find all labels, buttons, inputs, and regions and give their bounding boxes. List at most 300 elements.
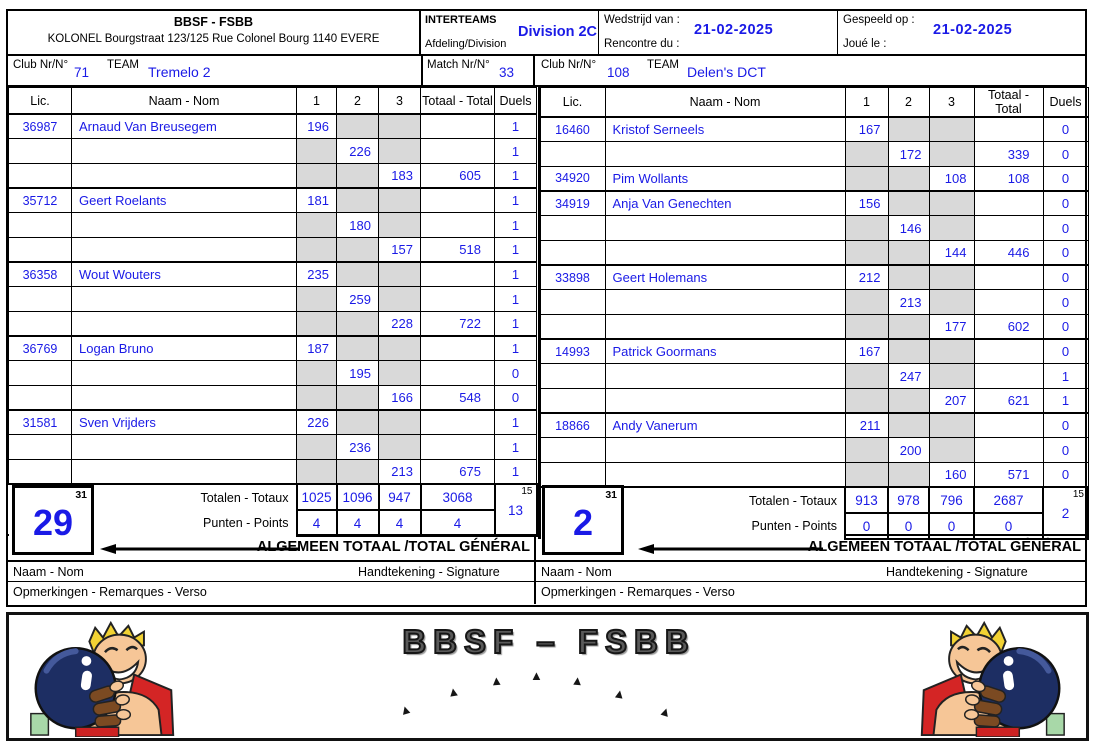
away-duels-max: 15 <box>1072 489 1084 501</box>
game-1-cell <box>297 287 337 312</box>
federation-logo-text: BBSF – FSBB <box>402 623 696 660</box>
duels-cell: 1 <box>495 163 537 188</box>
home-grand-total-value: 29 <box>32 502 74 543</box>
left-arrow-icon <box>638 544 823 554</box>
game-3-cell <box>929 142 974 167</box>
game-2-cell <box>337 460 379 485</box>
game-3-cell <box>929 117 974 142</box>
away-table-header <box>539 88 1088 118</box>
series-total-cell: 339 <box>974 142 1043 167</box>
license-cell <box>9 163 72 188</box>
game-1-cell: 235 <box>297 262 337 287</box>
game-3-cell <box>929 290 974 315</box>
game-2-cell <box>888 240 929 265</box>
game-3-cell: 183 <box>379 163 421 188</box>
player-row <box>539 339 1088 364</box>
player-row <box>9 386 537 411</box>
home-team-label: TEAM <box>107 59 139 71</box>
duels-cell: 1 <box>1043 389 1088 414</box>
game-2-cell <box>888 117 929 142</box>
player-name-cell: Pim Wollants <box>605 166 845 191</box>
away-grand-total-max: 31 <box>605 489 617 501</box>
game-1-cell <box>845 216 888 241</box>
game-2-cell <box>337 262 379 287</box>
series-total-cell: 722 <box>421 312 495 337</box>
signature-band <box>8 560 1085 582</box>
license-cell <box>9 213 72 238</box>
series-total-cell <box>974 438 1043 463</box>
player-row <box>9 114 537 139</box>
duels-cell: 1 <box>495 114 537 139</box>
duels-cell: 0 <box>1043 191 1088 216</box>
player-name-cell <box>72 287 297 312</box>
player-name-cell <box>72 361 297 386</box>
game-1-cell <box>845 166 888 191</box>
series-total-cell <box>974 290 1043 315</box>
player-row <box>9 237 537 262</box>
game-1-cell: 156 <box>845 191 888 216</box>
logo-band <box>6 612 1089 741</box>
game-1-cell <box>297 312 337 337</box>
duels-cell: 0 <box>495 361 537 386</box>
player-name-cell <box>72 460 297 485</box>
remarks-label: Opmerkingen - Remarques - Verso <box>13 585 207 599</box>
general-total-label: ALGEMEEN TOTAAL /TOTAL GÉNÉRAL <box>256 539 530 555</box>
game-2-cell <box>337 114 379 139</box>
player-row <box>539 463 1088 488</box>
series-total-cell: 108 <box>974 166 1043 191</box>
home-points-g1: 4 <box>297 510 337 536</box>
player-name-cell: Patrick Goormans <box>605 339 845 364</box>
duels-cell: 1 <box>495 460 537 485</box>
license-cell <box>539 142 605 167</box>
player-row <box>9 213 537 238</box>
license-cell <box>539 240 605 265</box>
game-1-cell <box>297 361 337 386</box>
series-total-cell <box>421 114 495 139</box>
played-date-cell <box>838 11 1085 54</box>
player-row <box>539 142 1088 167</box>
license-cell: 36769 <box>9 336 72 361</box>
series-total-cell <box>421 361 495 386</box>
game-3-cell: 166 <box>379 386 421 411</box>
series-total-cell <box>421 188 495 213</box>
player-name-cell <box>605 364 845 389</box>
player-row <box>539 438 1088 463</box>
home-totals-label: Totalen - Totaux <box>9 484 297 510</box>
game-3-cell: 228 <box>379 312 421 337</box>
bowling-pin-icon: ▲ <box>397 700 414 719</box>
home-points-label: Punten - Points <box>9 510 297 536</box>
game-1-cell <box>845 290 888 315</box>
away-points-g2: 0 <box>888 513 929 539</box>
home-points-series: 4 <box>421 510 495 536</box>
player-name-cell: Wout Wouters <box>72 262 297 287</box>
player-row <box>539 265 1088 290</box>
match-date-cell <box>599 11 838 54</box>
license-cell <box>539 438 605 463</box>
player-row <box>9 361 537 386</box>
home-points-g2: 4 <box>337 510 379 536</box>
bowling-pin-icon: ▲ <box>657 702 674 721</box>
license-cell: 36358 <box>9 262 72 287</box>
home-club-cell <box>8 56 421 85</box>
player-name-cell <box>605 438 845 463</box>
player-row <box>539 117 1088 142</box>
organisation-cell <box>8 11 421 54</box>
series-total-cell <box>974 413 1043 438</box>
played-date-label-fr: Joué le : <box>843 38 887 50</box>
series-total-cell: 675 <box>421 460 495 485</box>
license-cell <box>539 389 605 414</box>
away-points-g3: 0 <box>929 513 974 539</box>
series-total-cell: 548 <box>421 386 495 411</box>
series-total-cell <box>974 265 1043 290</box>
game-1-cell <box>845 315 888 340</box>
player-row <box>9 163 537 188</box>
game-1-cell: 181 <box>297 188 337 213</box>
score-tables <box>8 87 1085 534</box>
game-2-cell <box>888 166 929 191</box>
name-label: Naam - Nom <box>541 565 612 579</box>
game-1-cell <box>845 142 888 167</box>
match-date-label-nl: Wedstrijd van : <box>604 14 680 26</box>
player-name-cell <box>605 389 845 414</box>
duels-cell: 0 <box>495 386 537 411</box>
player-name-cell: Kristof Serneels <box>605 117 845 142</box>
player-row <box>539 413 1088 438</box>
player-name-cell <box>605 216 845 241</box>
game-3-cell: 108 <box>929 166 974 191</box>
game-2-cell <box>888 413 929 438</box>
series-total-cell <box>421 336 495 361</box>
col-total: Totaal - Total <box>421 88 495 115</box>
player-name-cell: Andy Vanerum <box>605 413 845 438</box>
series-total-cell <box>974 364 1043 389</box>
away-points-g1: 0 <box>845 513 888 539</box>
game-1-cell: 212 <box>845 265 888 290</box>
home-grand-total-box <box>12 485 94 555</box>
duels-cell: 0 <box>1043 290 1088 315</box>
game-3-cell <box>379 410 421 435</box>
org-address: KOLONEL Bourgstraat 123/125 Rue Colonel Bourg 1140 EVERE <box>47 33 380 45</box>
game-3-cell <box>379 287 421 312</box>
away-totals-label: Totalen - Totaux <box>539 487 845 513</box>
game-3-cell <box>379 139 421 164</box>
player-row <box>539 191 1088 216</box>
game-3-cell <box>379 361 421 386</box>
away-duels-total-cell <box>1043 487 1088 539</box>
game-1-cell <box>297 213 337 238</box>
bowling-pin-icon: ▲ <box>530 668 543 683</box>
game-2-cell <box>888 265 929 290</box>
license-cell: 35712 <box>9 188 72 213</box>
bowler-mascot-right-image <box>912 620 1072 737</box>
name-label: Naam - Nom <box>13 565 84 579</box>
played-date-label-nl: Gespeeld op : <box>843 14 915 26</box>
series-total-cell <box>974 117 1043 142</box>
home-total-series: 3068 <box>421 484 495 510</box>
home-club-label: Club Nr/N° <box>13 59 69 71</box>
player-row <box>9 460 537 485</box>
game-3-cell <box>379 336 421 361</box>
score-form <box>6 9 1087 607</box>
series-total-cell: 518 <box>421 237 495 262</box>
bowling-pin-icon: ▲ <box>611 684 628 703</box>
away-grand-total-value: 2 <box>572 502 594 543</box>
home-points-g3: 4 <box>379 510 421 536</box>
duels-cell: 1 <box>495 336 537 361</box>
away-score-table <box>538 87 1090 540</box>
game-2-cell <box>888 339 929 364</box>
player-row <box>9 336 537 361</box>
general-total-label: ALGEMEEN TOTAAL /TOTAL GÉNÉRAL <box>807 539 1081 555</box>
away-total-g1: 913 <box>845 487 888 513</box>
col-total: Totaal - Total <box>974 88 1043 118</box>
duels-cell: 1 <box>495 213 537 238</box>
player-name-cell: Sven Vrijders <box>72 410 297 435</box>
home-remarks-area <box>8 582 536 604</box>
player-row <box>539 364 1088 389</box>
game-1-cell <box>297 139 337 164</box>
series-total-cell <box>974 191 1043 216</box>
license-cell <box>9 237 72 262</box>
player-row <box>9 410 537 435</box>
duels-cell: 1 <box>495 287 537 312</box>
away-total-series: 2687 <box>974 487 1043 513</box>
player-name-cell <box>605 290 845 315</box>
away-total-g3: 796 <box>929 487 974 513</box>
game-1-cell: 167 <box>845 117 888 142</box>
col-game1: 1 <box>297 88 337 115</box>
player-name-cell <box>72 435 297 460</box>
game-1-cell: 187 <box>297 336 337 361</box>
license-cell <box>9 435 72 460</box>
away-remarks-area <box>536 582 1085 604</box>
division-label: Afdeling/Division <box>425 38 507 50</box>
game-2-cell: 172 <box>888 142 929 167</box>
remarks-label: Opmerkingen - Remarques - Verso <box>541 585 735 599</box>
match-number-value: 33 <box>499 65 515 80</box>
game-1-cell <box>297 435 337 460</box>
duels-cell: 1 <box>495 262 537 287</box>
player-row <box>539 166 1088 191</box>
game-2-cell <box>337 410 379 435</box>
series-total-cell: 446 <box>974 240 1043 265</box>
game-3-cell <box>929 191 974 216</box>
bowling-pin-icon: ▲ <box>570 672 585 689</box>
bowling-pin-icon: ▲ <box>489 672 504 689</box>
player-row <box>539 389 1088 414</box>
license-cell: 31581 <box>9 410 72 435</box>
player-name-cell <box>72 386 297 411</box>
game-3-cell: 157 <box>379 237 421 262</box>
duels-cell: 0 <box>1043 166 1088 191</box>
duels-cell: 1 <box>495 410 537 435</box>
game-2-cell <box>888 463 929 488</box>
license-cell: 14993 <box>539 339 605 364</box>
license-cell: 16460 <box>539 117 605 142</box>
game-3-cell <box>379 213 421 238</box>
away-club-number: 108 <box>607 65 630 80</box>
series-total-cell <box>974 216 1043 241</box>
home-score-table <box>8 87 538 537</box>
game-1-cell <box>845 389 888 414</box>
game-1-cell <box>297 163 337 188</box>
player-name-cell: Geert Roelants <box>72 188 297 213</box>
game-3-cell: 207 <box>929 389 974 414</box>
home-club-number: 71 <box>74 65 90 80</box>
home-team-name: Tremelo 2 <box>148 64 211 80</box>
org-title: BBSF - FSBB <box>173 15 254 29</box>
player-row <box>9 287 537 312</box>
game-1-cell <box>845 364 888 389</box>
col-game3: 3 <box>379 88 421 115</box>
game-1-cell <box>845 463 888 488</box>
game-3-cell: 160 <box>929 463 974 488</box>
game-2-cell: 200 <box>888 438 929 463</box>
game-1-cell <box>297 386 337 411</box>
bowling-pin-icon: ▲ <box>445 683 461 700</box>
player-row <box>9 188 537 213</box>
duels-cell: 1 <box>1043 364 1088 389</box>
player-name-cell: Geert Holemans <box>605 265 845 290</box>
game-3-cell <box>379 435 421 460</box>
away-duels-total: 2 <box>1061 506 1070 522</box>
bowler-mascot-left-image <box>23 620 183 737</box>
game-2-cell <box>888 315 929 340</box>
col-name: Naam - Nom <box>72 88 297 115</box>
duels-cell: 0 <box>1043 438 1088 463</box>
game-1-cell <box>297 237 337 262</box>
license-cell <box>539 290 605 315</box>
license-cell <box>539 216 605 241</box>
game-3-cell <box>929 265 974 290</box>
duels-cell: 1 <box>495 312 537 337</box>
license-cell <box>539 315 605 340</box>
duels-cell: 0 <box>1043 240 1088 265</box>
match-number-cell <box>421 56 535 85</box>
game-1-cell <box>845 240 888 265</box>
duels-cell: 1 <box>495 139 537 164</box>
player-name-cell <box>72 312 297 337</box>
game-2-cell <box>337 312 379 337</box>
duels-cell: 0 <box>1043 413 1088 438</box>
player-row <box>539 240 1088 265</box>
competition-label: INTERTEAMS <box>425 14 497 26</box>
division-value: Division 2C <box>518 24 597 40</box>
player-row <box>9 435 537 460</box>
home-total-g3: 947 <box>379 484 421 510</box>
player-row <box>9 312 537 337</box>
player-name-cell <box>605 240 845 265</box>
col-game1: 1 <box>845 88 888 118</box>
col-duels: Duels <box>495 88 537 115</box>
player-name-cell <box>605 142 845 167</box>
series-total-cell <box>421 410 495 435</box>
game-1-cell <box>845 438 888 463</box>
game-2-cell: 180 <box>337 213 379 238</box>
player-row <box>539 290 1088 315</box>
duels-cell: 0 <box>1043 315 1088 340</box>
duels-cell: 0 <box>1043 216 1088 241</box>
license-cell: 34919 <box>539 191 605 216</box>
home-total-g2: 1096 <box>337 484 379 510</box>
game-3-cell <box>379 114 421 139</box>
home-duels-total: 13 <box>507 503 524 519</box>
game-2-cell <box>888 191 929 216</box>
license-cell <box>9 139 72 164</box>
game-2-cell: 259 <box>337 287 379 312</box>
license-cell <box>539 463 605 488</box>
game-1-cell: 211 <box>845 413 888 438</box>
license-cell <box>9 287 72 312</box>
away-team-name: Delen's DCT <box>687 64 766 80</box>
game-3-cell: 213 <box>379 460 421 485</box>
away-points-label: Punten - Points <box>539 513 845 539</box>
away-team-label: TEAM <box>647 59 679 71</box>
player-name-cell <box>72 237 297 262</box>
license-cell: 34920 <box>539 166 605 191</box>
away-signature-area <box>536 562 1085 581</box>
game-1-cell: 226 <box>297 410 337 435</box>
game-2-cell: 226 <box>337 139 379 164</box>
player-name-cell <box>72 163 297 188</box>
header-band <box>8 11 1085 56</box>
col-game2: 2 <box>888 88 929 118</box>
away-club-label: Club Nr/N° <box>541 59 597 71</box>
series-total-cell: 621 <box>974 389 1043 414</box>
license-cell <box>9 386 72 411</box>
license-cell <box>9 312 72 337</box>
game-2-cell: 146 <box>888 216 929 241</box>
player-row <box>539 315 1088 340</box>
game-2-cell <box>337 336 379 361</box>
license-cell <box>9 460 72 485</box>
duels-cell: 1 <box>495 188 537 213</box>
home-table-header <box>9 88 537 115</box>
player-name-cell <box>72 213 297 238</box>
col-name: Naam - Nom <box>605 88 845 118</box>
away-total-g2: 978 <box>888 487 929 513</box>
played-date-value: 21-02-2025 <box>933 22 1013 38</box>
col-lic: Lic. <box>539 88 605 118</box>
game-3-cell: 177 <box>929 315 974 340</box>
match-number-label: Match Nr/N° <box>427 59 490 71</box>
player-name-cell <box>605 315 845 340</box>
duels-cell: 1 <box>495 237 537 262</box>
game-1-cell <box>297 460 337 485</box>
duels-cell: 0 <box>1043 265 1088 290</box>
game-2-cell <box>337 237 379 262</box>
game-2-cell <box>337 163 379 188</box>
series-total-cell: 602 <box>974 315 1043 340</box>
game-2-cell: 236 <box>337 435 379 460</box>
home-grand-total-max: 31 <box>75 489 87 501</box>
player-name-cell: Anja Van Genechten <box>605 191 845 216</box>
game-1-cell: 196 <box>297 114 337 139</box>
series-total-cell <box>421 213 495 238</box>
game-3-cell <box>929 216 974 241</box>
series-total-cell <box>974 339 1043 364</box>
duels-cell: 0 <box>1043 339 1088 364</box>
game-2-cell <box>888 389 929 414</box>
license-cell <box>9 361 72 386</box>
game-3-cell <box>379 188 421 213</box>
col-duels: Duels <box>1043 88 1088 118</box>
col-lic: Lic. <box>9 88 72 115</box>
home-signature-area <box>8 562 536 581</box>
